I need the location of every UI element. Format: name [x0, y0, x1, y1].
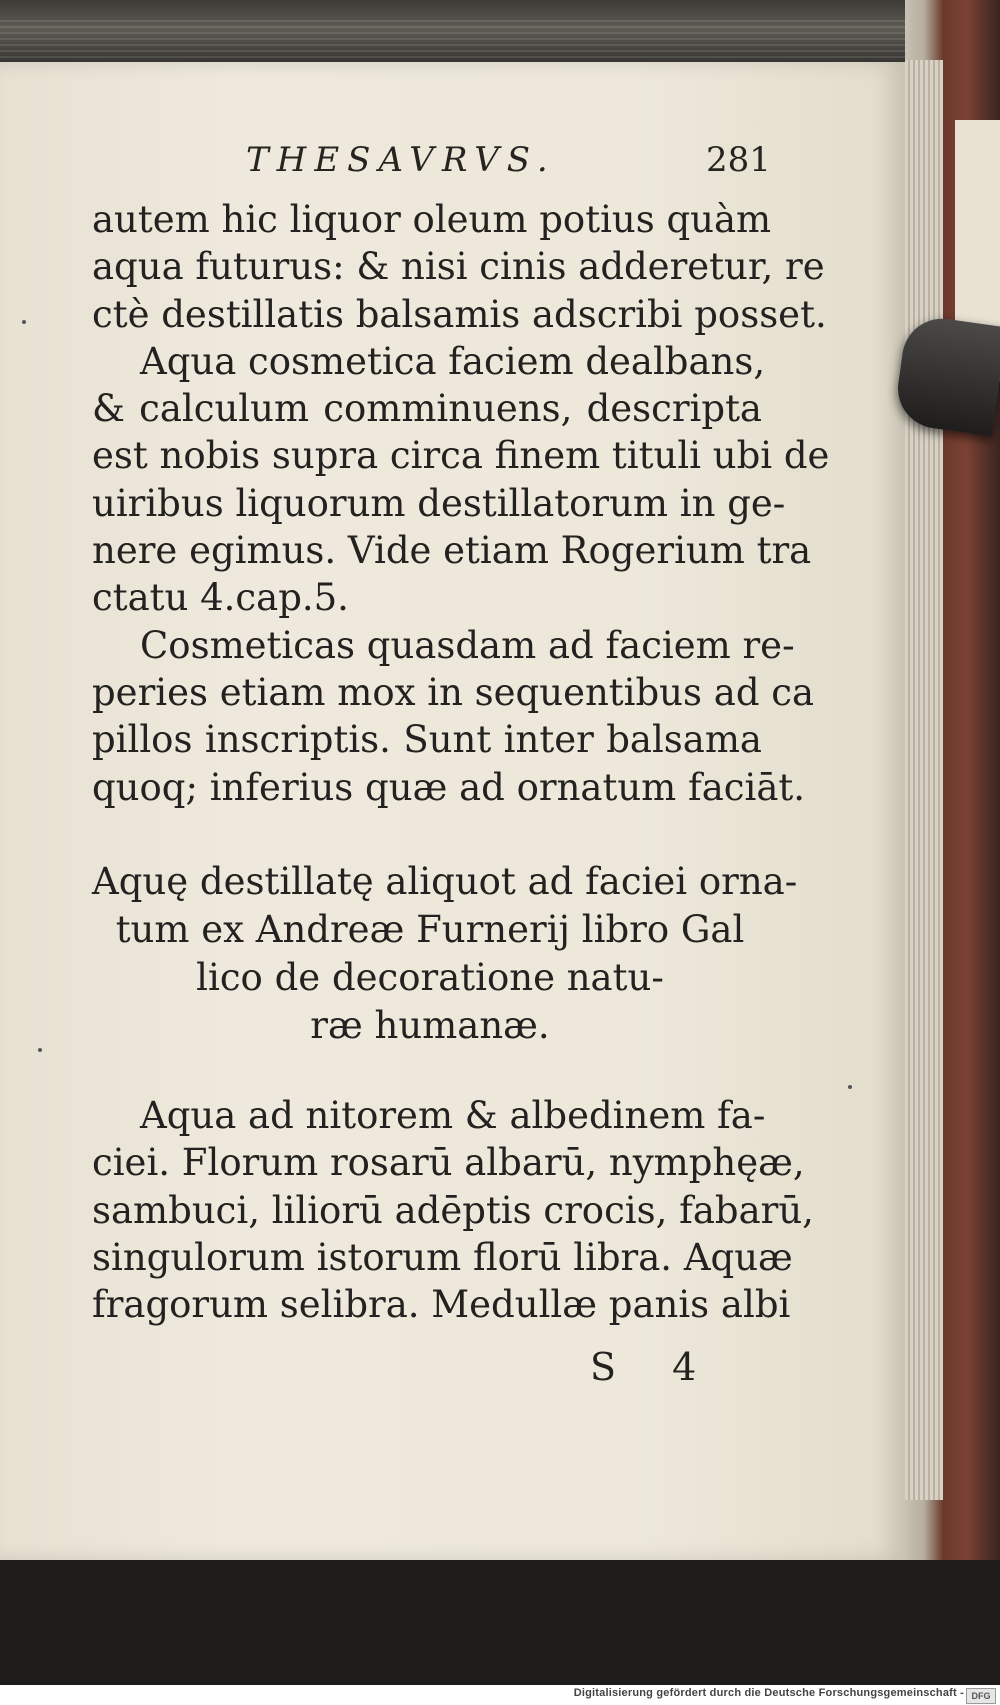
text-line: quoq; inferius quæ ad ornatum faciāt.	[92, 765, 806, 809]
ink-speck	[22, 320, 26, 324]
ink-speck	[848, 1085, 852, 1089]
recipe-paragraph	[92, 1092, 814, 1328]
text-line: aqua futurus: & nisi cinis adderetur, re	[92, 245, 825, 289]
text-line: sambuci, liliorū adēptis crocis, fabarū,	[92, 1188, 814, 1232]
text-line: ctatu 4.cap.5.	[92, 576, 349, 620]
text-line: Cosmeticas quasdam ad faciem re-	[140, 623, 795, 667]
page-number: 281	[706, 140, 771, 180]
text-line: peries etiam mox in sequentibus ad ca	[92, 670, 815, 714]
heading-line: ræ humanæ.	[310, 1004, 550, 1047]
running-title: THESAVRVS.	[246, 140, 556, 180]
heading-line: tum ex Andreæ Furnerij libro Gal	[115, 908, 745, 951]
signature-mark: S 4	[590, 1345, 719, 1389]
dfg-logo: DFG	[966, 1688, 996, 1704]
text-line: singulorum istorum florū libra. Aquæ	[92, 1235, 793, 1279]
text-line: est nobis supra circa finem tituli ubi de	[92, 434, 830, 478]
text-line: uiribus liquorum destillatorum in ge-	[92, 481, 786, 525]
ink-speck	[38, 1048, 42, 1052]
heading-line: lico de decoratione natu-	[196, 956, 664, 999]
heading-line: Aquę destillatę aliquot ad faciei orna-	[92, 860, 798, 903]
book-top-edge	[0, 0, 950, 70]
section-heading	[92, 858, 798, 1050]
text-line: nere egimus. Vide etiam Rogerium tra	[92, 529, 812, 573]
page-leaves	[905, 60, 943, 1500]
footer-credit: Digitalisierung gefördert durch die Deutsche Forschungsgemeinschaft -	[573, 1687, 964, 1699]
text-line: fragorum selibra. Medullæ panis albi	[92, 1283, 791, 1327]
text-line: pillos inscriptis. Sunt inter balsama	[92, 718, 762, 762]
text-line: ciei. Florum rosarū albarū, nymphęæ,	[92, 1141, 805, 1185]
book-binding	[905, 0, 1000, 1560]
text-line: Aqua ad nitorem & albedinem fa-	[140, 1094, 766, 1137]
paragraph-group	[92, 196, 830, 811]
text-line: autem hic liquor oleum potius quàm	[92, 198, 772, 241]
background	[0, 1560, 1000, 1685]
page-edges	[0, 20, 945, 60]
text-line: ctè destillatis balsamis adscribi posset.	[92, 292, 827, 336]
text-line: Aqua cosmetica faciem dealbans,	[140, 339, 766, 383]
text-line: & calculum comminuens, descripta	[92, 387, 762, 431]
